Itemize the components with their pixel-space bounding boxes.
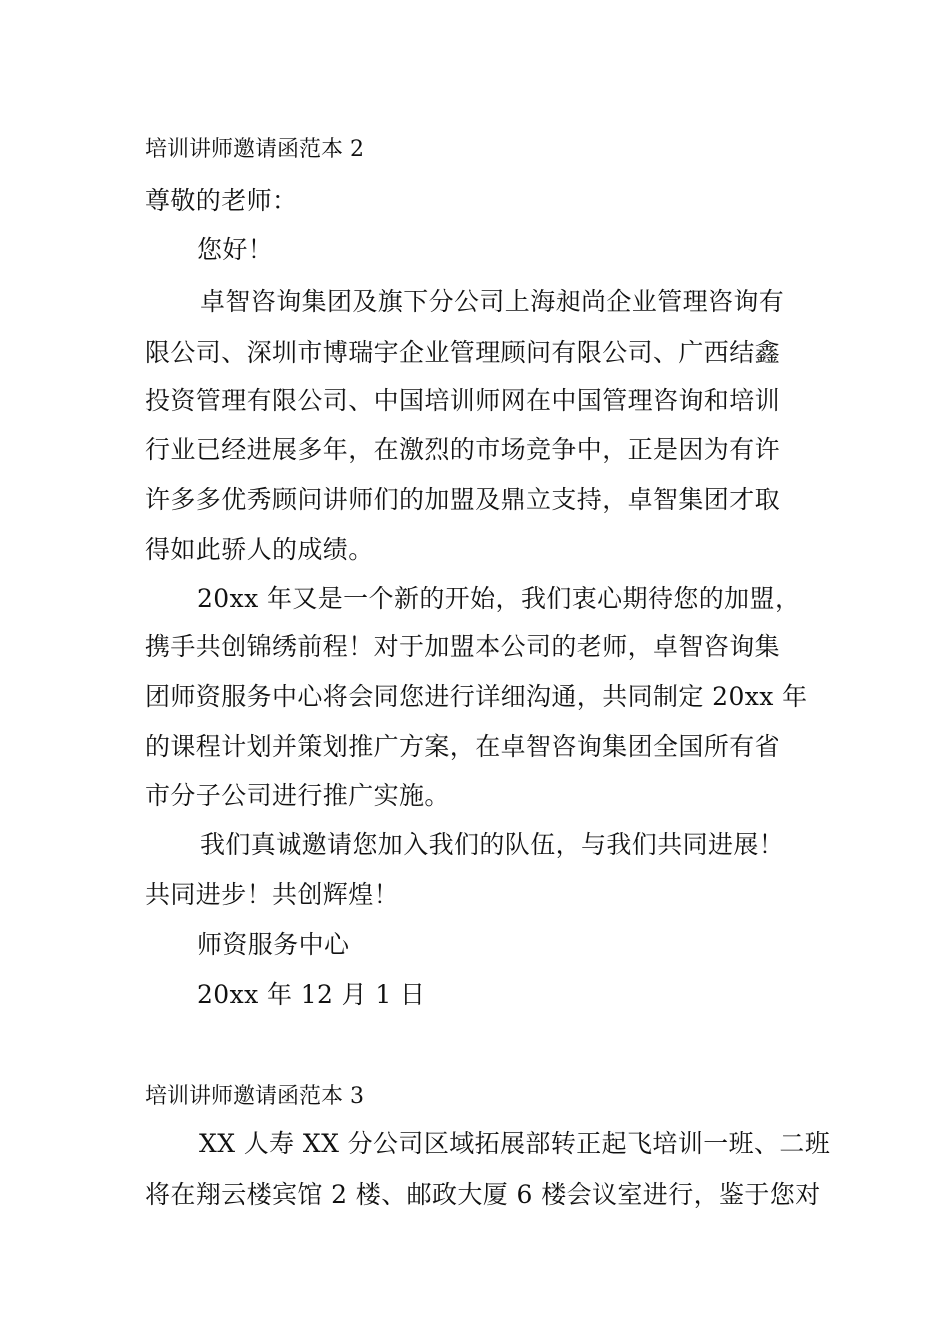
paragraph-line: 得如此骄人的成绩。: [145, 535, 374, 564]
paragraph-line: 许多多优秀顾问讲师们的加盟及鼎立支持，卓智集团才取: [145, 485, 781, 514]
paragraph-line: 的课程计划并策划推广方案，在卓智咨询集团全国所有省: [145, 732, 781, 761]
section3-title: 培训讲师邀请函范本 3: [145, 1084, 364, 1109]
paragraph-line: XX 人寿 XX 分公司区域拓展部转正起飞培训一班、二班: [199, 1129, 831, 1158]
paragraph-line: 行业已经进展多年，在激烈的市场竞争中，正是因为有许: [145, 435, 781, 464]
paragraph-line: 市分子公司进行推广实施。: [145, 781, 450, 810]
paragraph-line: 团师资服务中心将会同您进行详细沟通，共同制定 20xx 年: [145, 682, 808, 711]
paragraph-line: 将在翔云楼宾馆 2 楼、邮政大厦 6 楼会议室进行，鉴于您对: [145, 1180, 821, 1209]
paragraph-line: 我们真诚邀请您加入我们的队伍，与我们共同进展！: [200, 830, 785, 859]
paragraph-line: 共同进步！共创辉煌！: [145, 880, 400, 909]
paragraph-line: 卓智咨询集团及旗下分公司上海昶尚企业管理咨询有: [200, 287, 785, 316]
section2-title: 培训讲师邀请函范本 2: [145, 137, 364, 162]
signature: 师资服务中心: [197, 930, 350, 959]
paragraph-line: 20xx 年又是一个新的开始，我们衷心期待您的加盟，: [197, 584, 801, 613]
paragraph-line: 携手共创锦绣前程！对于加盟本公司的老师，卓智咨询集: [145, 632, 781, 661]
paragraph-line: 投资管理有限公司、中国培训师网在中国管理咨询和培训: [145, 386, 781, 415]
letter-date: 20xx 年 12 月 1 日: [197, 980, 426, 1009]
greeting: 您好！: [197, 235, 274, 264]
salutation: 尊敬的老师：: [145, 186, 298, 215]
paragraph-line: 限公司、深圳市博瑞宇企业管理顾问有限公司、广西结鑫: [145, 338, 781, 367]
